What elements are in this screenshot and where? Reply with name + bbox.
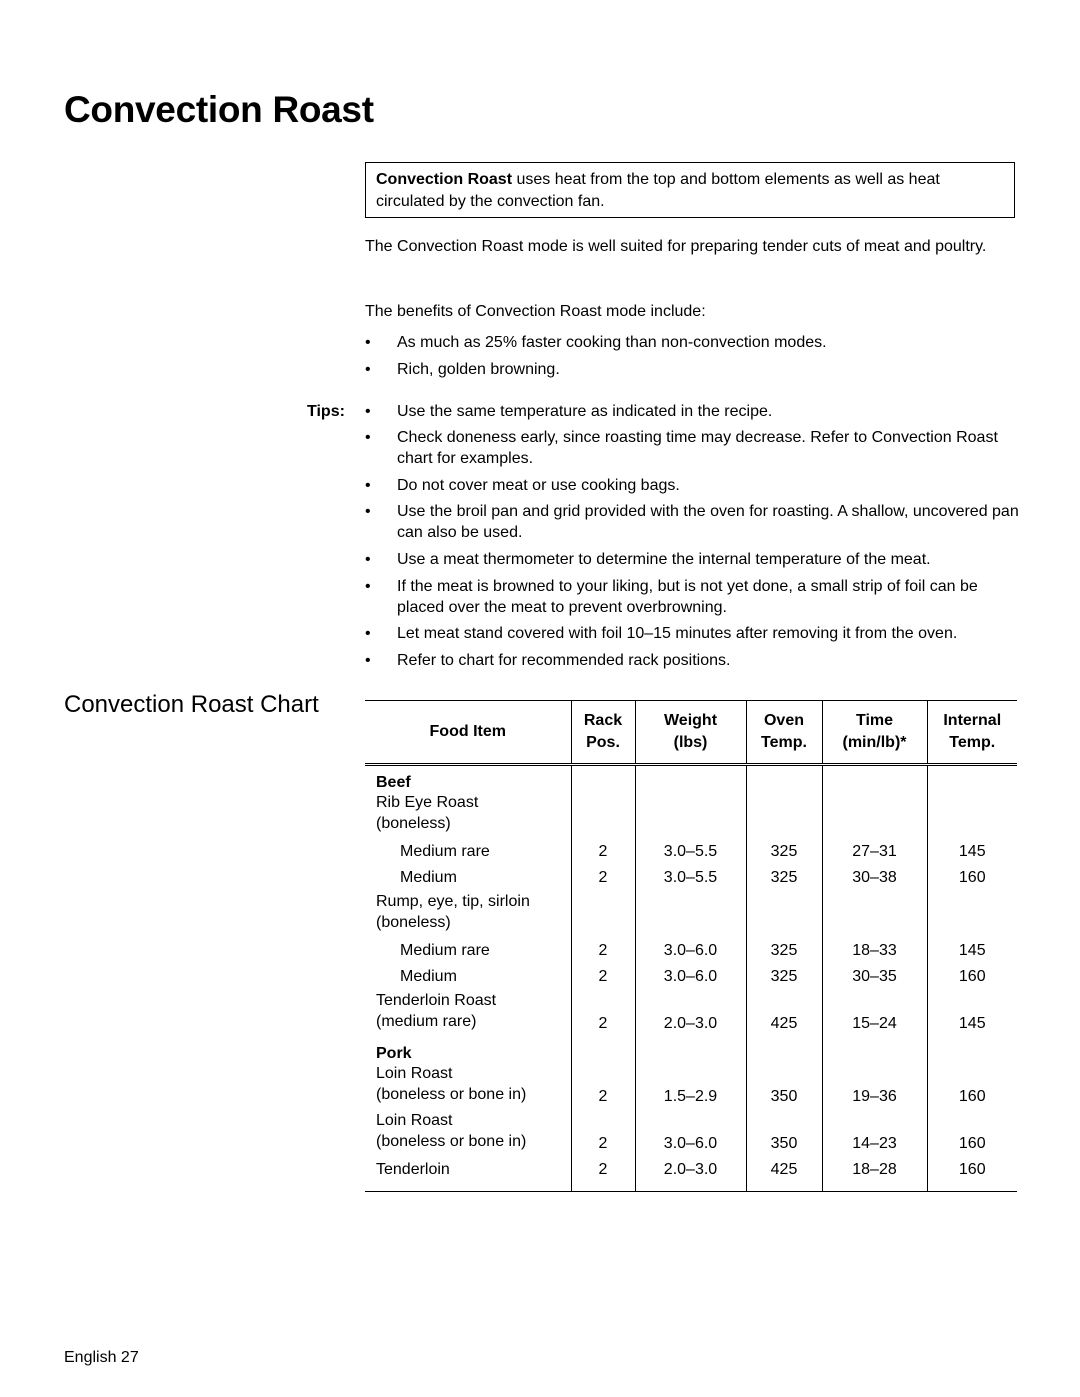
chart-title: Convection Roast Chart	[64, 691, 319, 718]
benefit-item: • As much as 25% faster cooking than non-convection modes.	[365, 334, 827, 351]
table-row: Medium 2 3.0–5.5 325 30–38 160	[365, 865, 1017, 891]
header-rack-pos: Rack Pos.	[571, 701, 635, 765]
header-food-item: Food Item	[365, 701, 571, 765]
tips-label: Tips:	[307, 403, 345, 420]
benefit-item: • Rich, golden browning.	[365, 361, 560, 378]
tip-item: • Do not cover meat or use cooking bags.	[365, 477, 680, 494]
page-title: Convection Roast	[64, 89, 374, 130]
category-row: Beef	[365, 765, 1017, 793]
tip-item: • Refer to chart for recommended rack positions.	[365, 652, 731, 669]
table-row: Medium rare 2 3.0–5.5 325 27–31 145	[365, 839, 1017, 865]
intro-term: Convection Roast	[376, 171, 513, 188]
table-row: Medium rare 2 3.0–6.0 325 18–33 145	[365, 938, 1017, 964]
tip-item: • Use a meat thermometer to determine the internal temperature of the meat.	[365, 551, 931, 568]
chart-header-row	[365, 701, 1017, 765]
benefits-intro: The benefits of Convection Roast mode include:	[365, 303, 706, 320]
tip-item: • Use the same temperature as indicated in the recipe.	[365, 403, 773, 420]
table-row: Tenderloin Roast (medium rare) 2 2.0–3.0 425 15–24 145	[365, 990, 1017, 1037]
header-weight: Weight (lbs)	[635, 701, 746, 765]
table-row: Medium 2 3.0–6.0 325 30–35 160	[365, 964, 1017, 990]
tip-item: • Use the broil pan and grid provided with the oven for roasting. A shallow, uncovered pan can also be used.	[365, 503, 1019, 541]
convection-roast-chart	[365, 700, 1017, 1192]
intro-box	[365, 162, 1015, 218]
table-row: Tenderloin 2 2.0–3.0 425 18–28 160	[365, 1157, 1017, 1192]
suitability-paragraph: The Convection Roast mode is well suited for preparing tender cuts of meat and poultry.	[365, 238, 987, 255]
tip-item: • Check doneness early, since roasting time may decrease. Refer to Convection Roast chart for examples.	[365, 429, 998, 467]
category-row: Pork	[365, 1037, 1017, 1063]
table-row: Loin Roast (boneless or bone in) 2 3.0–6.0 350 14–23 160	[365, 1110, 1017, 1157]
tip-item: • If the meat is browned to your liking, but is not yet done, a small strip of foil can be placed over the meat to prevent overbrowning.	[365, 578, 978, 616]
table-row: Rump, eye, tip, sirloin (boneless)	[365, 891, 1017, 938]
tip-item: • Let meat stand covered with foil 10–15 minutes after removing it from the oven.	[365, 625, 958, 642]
page-footer: English 27	[64, 1349, 139, 1366]
header-oven-temp: Oven Temp.	[746, 701, 822, 765]
table-row: Loin Roast (boneless or bone in) 2 1.5–2.9 350 19–36 160	[365, 1063, 1017, 1110]
header-time: Time (min/lb)*	[822, 701, 927, 765]
header-internal-temp: Internal Temp.	[927, 701, 1017, 765]
table-row: Rib Eye Roast (boneless)	[365, 792, 1017, 839]
intro-text: uses heat from the top and bottom elements as well as heat circulated by the convection fan.	[376, 171, 940, 210]
